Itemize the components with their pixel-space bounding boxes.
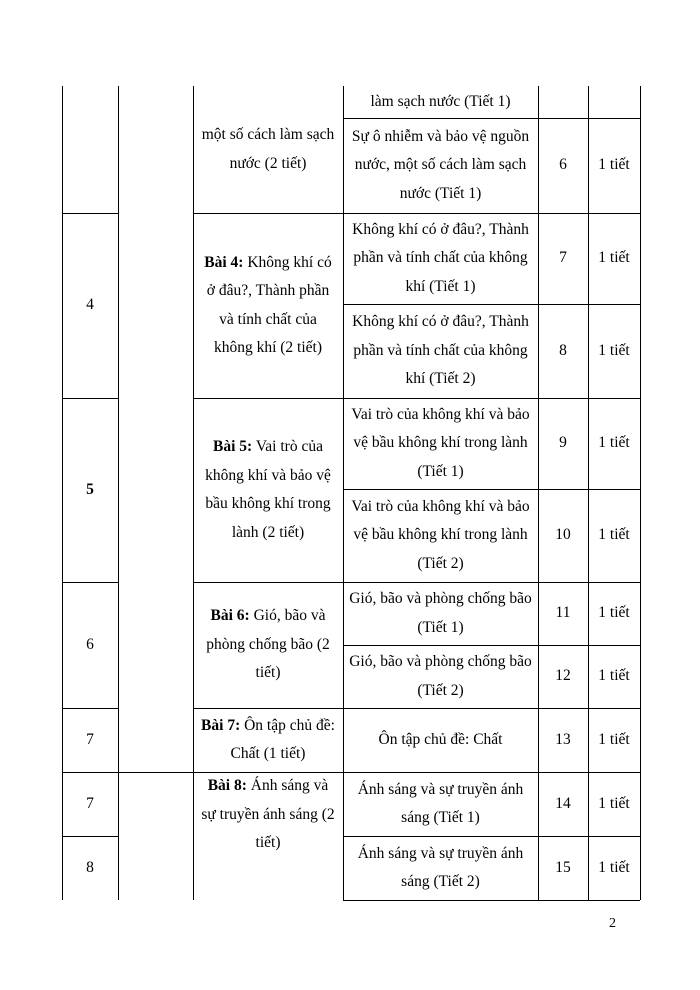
- lesson-text: Ánh sáng và sự truyền ánh sáng (2 tiết): [201, 777, 335, 851]
- content-cell: làm sạch nước (Tiết 1): [370, 92, 511, 110]
- lesson-title: [199, 249, 337, 363]
- duration-cell: 1 tiết: [598, 858, 630, 876]
- lesson-cell: [193, 582, 343, 708]
- lesson-number: Bài 5:: [213, 438, 253, 455]
- table-rule: [118, 772, 193, 773]
- period-number-cell: 8: [559, 341, 567, 359]
- lesson-title: [199, 602, 337, 688]
- lesson-cell: [193, 708, 343, 772]
- week-cell: 7: [86, 794, 94, 812]
- lesson-text: một số cách làm sạch nước (2 tiết): [201, 126, 335, 172]
- content-cell: Sự ô nhiễm và bảo vệ nguồn nước, một số cách làm sạch nước (Tiết 1): [351, 127, 530, 202]
- table-rule: [343, 900, 640, 901]
- week-cell: 5: [86, 480, 94, 498]
- content-cell: Gió, bão và phòng chống bão (Tiết 2): [349, 653, 532, 699]
- period-number-cell: 14: [555, 794, 571, 812]
- week-cell: 6: [86, 635, 94, 653]
- lesson-title: [199, 433, 337, 547]
- content-cell: Không khí có ở đâu?, Thành phần và tính chất của không khí (Tiết 1): [352, 220, 529, 295]
- duration-cell: 1 tiết: [598, 667, 630, 685]
- period-number-cell: 11: [555, 604, 571, 622]
- period-number-cell: 15: [555, 858, 571, 876]
- period-number-cell: 10: [555, 526, 571, 544]
- lesson-cell: [193, 398, 343, 582]
- lesson-number: Bài 7:: [201, 716, 241, 734]
- duration-cell: 1 tiết: [598, 794, 630, 812]
- period-number-cell: 7: [559, 249, 567, 267]
- period-number-cell: 12: [555, 667, 571, 685]
- duration-cell: 1 tiết: [598, 604, 630, 622]
- lesson-number: Bài 6:: [210, 607, 250, 625]
- duration-cell: 1 tiết: [598, 249, 630, 267]
- period-number-cell: 9: [559, 434, 567, 452]
- content-cell: Không khí có ở đâu?, Thành phần và tính chất của không khí (Tiết 2): [352, 313, 529, 388]
- duration-cell: 1 tiết: [598, 156, 630, 174]
- content-cell: Vai trò của không khí và bảo vệ bầu không khí trong lành (Tiết 2): [351, 497, 530, 572]
- lesson-number: Bài 4:: [204, 253, 244, 271]
- period-number-cell: [538, 86, 588, 118]
- week-cell: [62, 86, 118, 213]
- table-rule: [640, 86, 641, 900]
- duration-cell: [588, 86, 640, 118]
- lesson-text: Vai trò của không khí và bảo vệ bầu không khí trong lành (2 tiết): [205, 438, 331, 541]
- lesson-title: [199, 712, 337, 769]
- lesson-cell: [193, 213, 343, 398]
- period-number-cell: 13: [555, 730, 571, 748]
- duration-cell: 1 tiết: [598, 434, 630, 452]
- lesson-title: [199, 121, 337, 178]
- week-cell: 8: [86, 858, 94, 876]
- table-rule: [118, 86, 119, 900]
- lesson-title: [199, 772, 337, 858]
- duration-cell: 1 tiết: [598, 526, 630, 544]
- lesson-cell: [193, 772, 343, 900]
- week-cell: 4: [86, 296, 94, 314]
- content-cell: Ôn tập chủ đề: Chất: [378, 730, 503, 748]
- lesson-text: Không khí có ở đâu?, Thành phần và tính chất của không khí (2 tiết): [206, 253, 332, 356]
- lesson-text: Gió, bão và phòng chống bão (2 tiết): [206, 607, 330, 682]
- lesson-cell: [193, 86, 343, 213]
- period-number-cell: 6: [559, 156, 567, 174]
- content-cell: Ánh sáng và sự truyền ánh sáng (Tiết 1): [357, 780, 524, 826]
- lesson-text: Ôn tập chủ đề: Chất (1 tiết): [230, 716, 335, 762]
- content-cell: Gió, bão và phòng chống bão (Tiết 1): [349, 590, 532, 636]
- content-cell: Ánh sáng và sự truyền ánh sáng (Tiết 2): [357, 844, 524, 890]
- duration-cell: 1 tiết: [598, 341, 630, 359]
- page-number: 2: [609, 916, 616, 931]
- week-cell: 7: [86, 730, 94, 748]
- duration-cell: 1 tiết: [598, 730, 630, 748]
- lesson-number: Bài 8:: [207, 777, 247, 794]
- content-cell: Vai trò của không khí và bảo vệ bầu không khí trong lành (Tiết 1): [351, 405, 530, 480]
